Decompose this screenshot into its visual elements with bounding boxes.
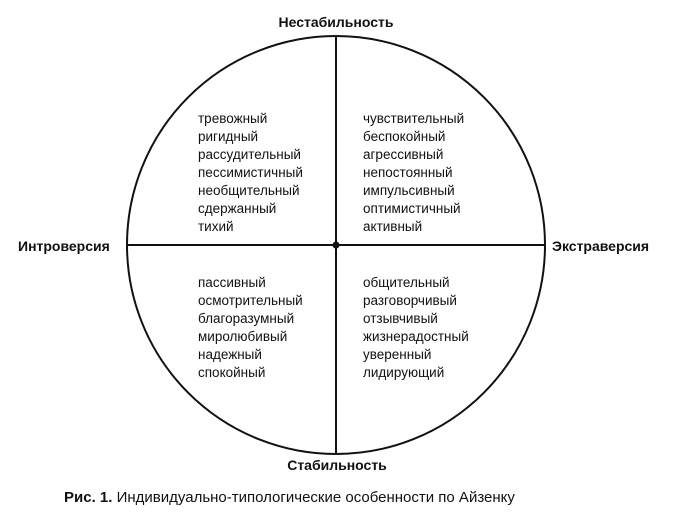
trait-item: надежный: [198, 347, 262, 362]
figure-caption: [64, 489, 515, 506]
trait-item: тревожный: [198, 111, 268, 126]
trait-item: осмотрительный: [198, 293, 303, 308]
center-dot: [333, 242, 340, 249]
caption-text: Индивидуально-типологические особенности по Айзенку: [116, 489, 515, 506]
trait-item: общительный: [363, 275, 450, 290]
trait-item: пессимистичный: [198, 165, 303, 180]
quadrant-bottom-left: [198, 274, 303, 382]
trait-item: миролюбивый: [198, 329, 288, 344]
trait-item: тихий: [198, 219, 234, 234]
trait-item: сдержанный: [198, 201, 277, 216]
trait-item: уверенный: [363, 347, 432, 362]
trait-item: агрессивный: [363, 147, 444, 162]
trait-item: чувствительный: [363, 111, 465, 126]
trait-item: беспокойный: [363, 129, 446, 144]
trait-item: разговорчивый: [363, 293, 457, 308]
trait-item: лидирующий: [363, 365, 445, 380]
caption-prefix: Рис. 1.: [64, 489, 113, 506]
trait-item: рассудительный: [198, 147, 301, 162]
trait-item: импульсивный: [363, 183, 455, 198]
trait-item: активный: [363, 219, 423, 234]
axis-label-stability: Стабильность: [287, 457, 387, 473]
trait-item: отзывчивый: [363, 311, 438, 326]
axis-label-instability: Нестабильность: [278, 14, 394, 30]
trait-item: пассивный: [198, 275, 266, 290]
trait-item: благоразумный: [198, 311, 295, 326]
trait-item: необщительный: [198, 183, 300, 198]
axis-label-extraversion: Экстраверсия: [552, 238, 650, 254]
trait-item: ригидный: [198, 129, 259, 144]
trait-item: оптимистичный: [363, 201, 461, 216]
quadrant-top-right: [363, 110, 464, 236]
trait-item: жизнерадостный: [363, 329, 469, 344]
trait-item: непостоянный: [363, 165, 453, 180]
quadrant-top-left: [198, 110, 303, 236]
axis-label-introversion: Интроверсия: [18, 238, 110, 254]
quadrant-bottom-right: [363, 274, 469, 382]
trait-item: спокойный: [198, 365, 266, 380]
